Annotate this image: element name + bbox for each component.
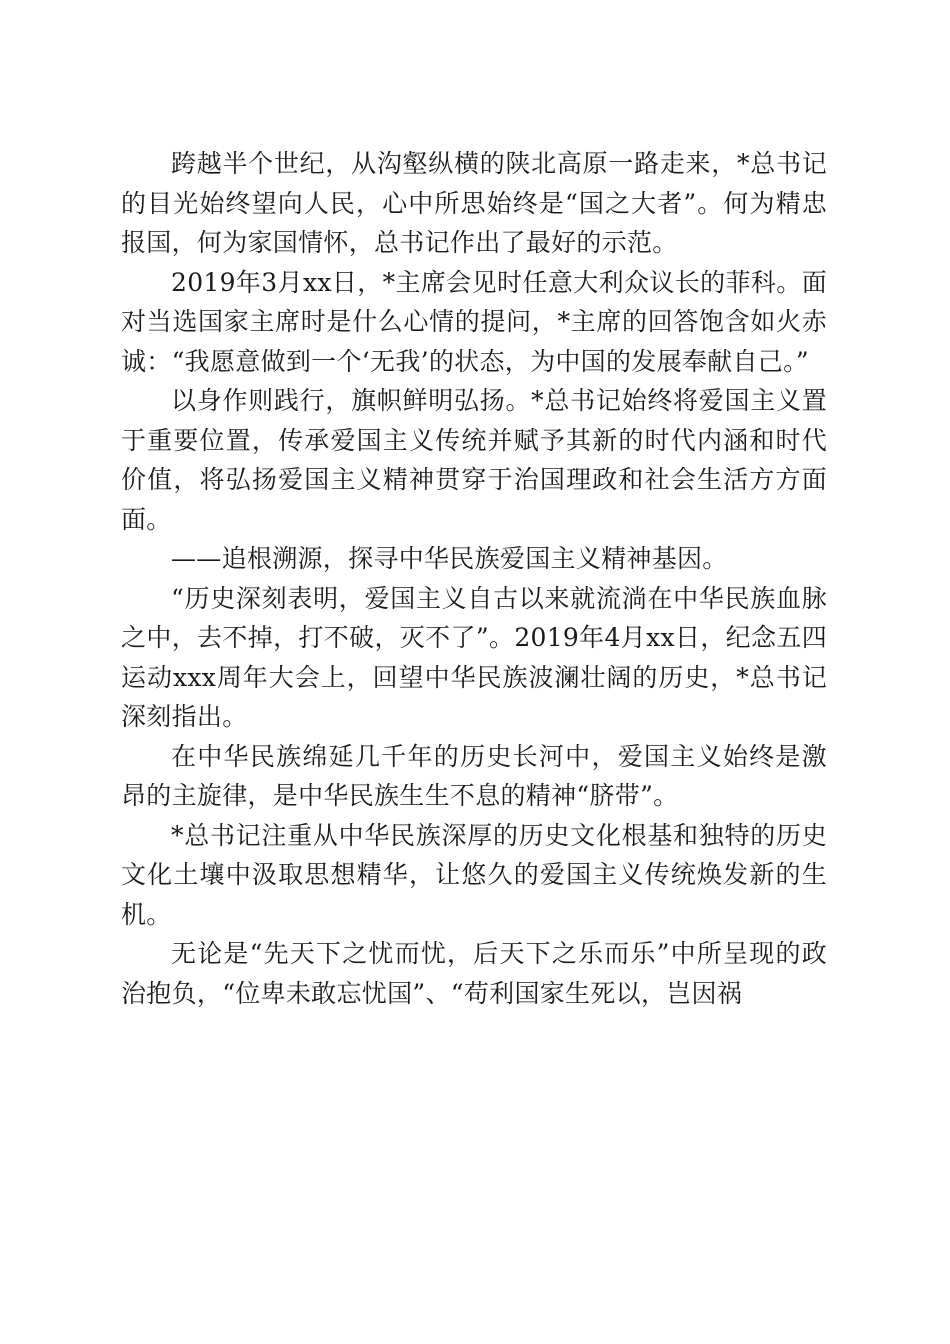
paragraph-5: “历史深刻表明，爱国主义自古以来就流淌在中华民族血脉之中，去不掉，打不破，灭不了”。2019年4月xx日，纪念五四运动xxx周年大会上，回望中华民族波澜壮阔的历史，*总书记深刻指出。 bbox=[121, 583, 827, 731]
paragraph-1: 跨越半个世纪，从沟壑纵横的陕北高原一路走来，*总书记的目光始终望向人民，心中所思始终是“国之大者”。何为精忠报国，何为家国情怀，总书记作出了最好的示范。 bbox=[121, 149, 827, 257]
document-body bbox=[121, 144, 827, 1013]
paragraph-2: 2019年3月xx日，*主席会见时任意大利众议长的菲科。面对当选国家主席时是什么心情的提问，*主席的回答饱含如火赤诚：“我愿意做到一个‘无我’的状态，为中国的发展奉献自己。” bbox=[121, 267, 827, 376]
paragraph-4: ——追根溯源，探寻中华民族爱国主义精神基因。 bbox=[171, 544, 728, 573]
paragraph-8: 无论是“先天下之忧而忧，后天下之乐而乐”中所呈现的政治抱负，“位卑未敢忘忧国”、“苟利国家生死以，岂因祸 bbox=[121, 939, 827, 1008]
paragraph-3: 以身作则践行，旗帜鲜明弘扬。*总书记始终将爱国主义置于重要位置，传承爱国主义传统并赋予其新的时代内涵和时代价值，将弘扬爱国主义精神贯穿于治国理政和社会生活方方面面。 bbox=[121, 386, 827, 534]
paragraph-6: 在中华民族绵延几千年的历史长河中，爱国主义始终是激昂的主旋律，是中华民族生生不息的精神“脐带”。 bbox=[121, 741, 827, 810]
paragraph-7: *总书记注重从中华民族深厚的历史文化根基和独特的历史文化土壤中汲取思想精华，让悠久的爱国主义传统焕发新的生机。 bbox=[121, 820, 827, 929]
